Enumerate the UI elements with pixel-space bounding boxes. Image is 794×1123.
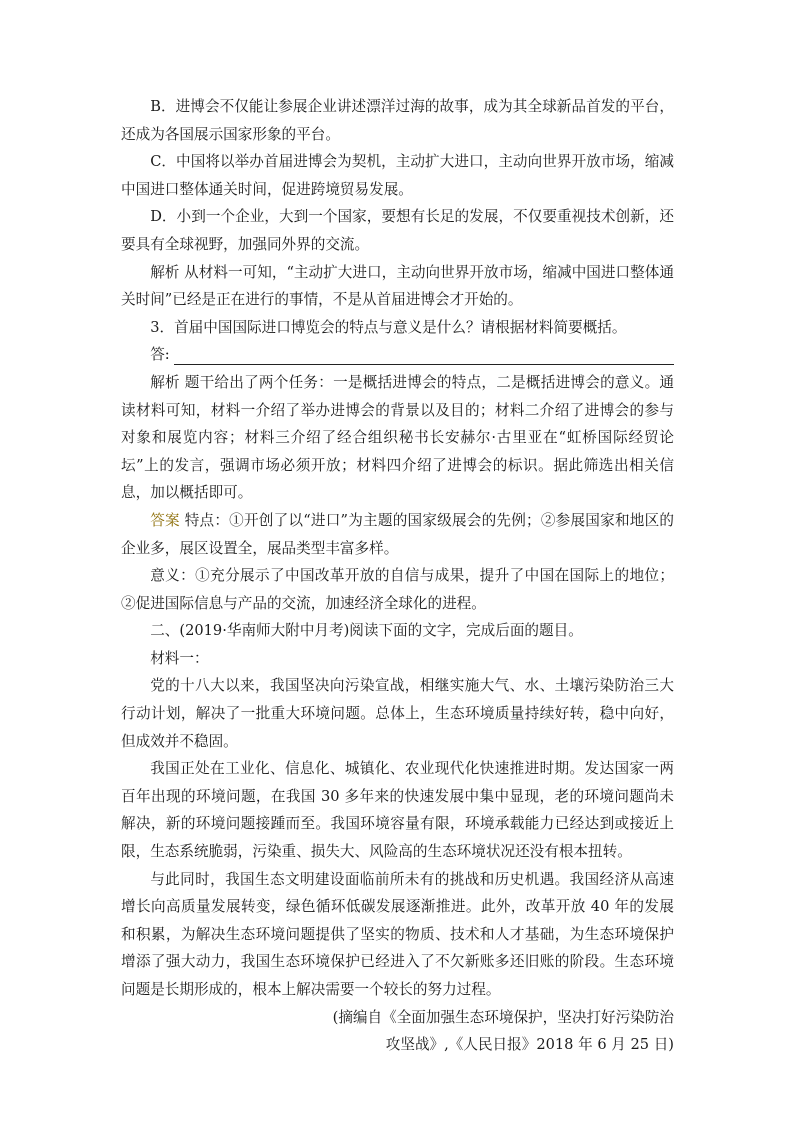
material-paragraph: 我国正处在工业化、信息化、城镇化、农业现代化快速推进时期。发达国家一两百年出现的环境问题，在我国 30 多年来的快速发展中集中显现，老的环境问题尚未解决，新的环境问题接踵而至。我国环境容量有限，环境承载能力已经达到或接近上限，生态系统脆弱，污染重、损失大、风险高的生态环境状况还没有根本扭转。 [121, 760, 674, 861]
source-citation-line-1: (摘编自《全面加强生态环境保护，坚决打好污染防治 [332, 1008, 674, 1026]
material-paragraph: 与此同时，我国生态文明建设面临前所未有的挑战和历史机遇。我国经济从高速增长向高质量发展转变，绿色循环低碳发展逐渐推进。此外，改革开放 40 年的发展和积累，为解决生态环境问题提供了坚实的物质、技术和人才基础，为生态环境保护增添了强大动力，我国生态环境保护已经进入了不欠新账多还旧账的阶段。生态环境问题是长期形成的，根本上解决需要一个较长的努力过程。 [121, 870, 674, 998]
question-3: 3．首届中国国际进口博览会的特点与意义是什么？请根据材料简要概括。 [150, 318, 627, 336]
analysis-2 [121, 369, 674, 507]
material-paragraph: 党的十八大以来，我国坚决向污染宣战，相继实施大气、水、土壤污染防治三大行动计划，解决了一批重大环境问题。总体上，生态环境质量持续好转，稳中向好，但成效并不稳固。 [121, 677, 674, 750]
answer-features [121, 507, 674, 562]
answer-label: 答案 [150, 511, 180, 529]
document-content [121, 93, 674, 1059]
answer-significance: 意义：①充分展示了中国改革开放的自信与成果，提升了中国在国际上的地位；②促进国际信息与产品的交流，加速经济全球化的进程。 [121, 567, 674, 612]
analysis-1 [121, 259, 674, 314]
option-d: D．小到一个企业，大到一个国家，要想有长足的发展，不仅要重视技术创新，还要具有全球视野，加强同外界的交流。 [121, 208, 674, 253]
analysis-label: 解析 [150, 263, 180, 281]
answer-prefix: 答: [150, 346, 170, 364]
answer-features-text: 特点：①开创了以“进口”为主题的国家级展会的先例；②参展国家和地区的企业多，展区设置全，展品类型丰富多样。 [121, 511, 674, 557]
answer-blank [121, 341, 674, 369]
answer-underline[interactable] [174, 344, 674, 365]
section-heading: 二、(2019·华南师大附中月考)阅读下面的文字，完成后面的题目。 [150, 622, 583, 640]
analysis-label: 解析 [150, 373, 180, 391]
source-citation-line-2: 攻坚战》,《人民日报》2018 年 6 月 25 日) [385, 1036, 674, 1054]
material-label: 材料一： [150, 649, 209, 667]
analysis-text: 从材料一可知，“主动扩大进口，主动向世界开放市场，缩减中国进口整体通关时间”已经是正在进行的事情，不是从首届进博会才开始的。 [121, 263, 674, 309]
option-b: B．进博会不仅能让参展企业讲述漂洋过海的故事，成为其全球新品首发的平台，还成为各国展示国家形象的平台。 [121, 98, 674, 143]
option-c: C．中国将以举办首届进博会为契机，主动扩大进口，主动向世界开放市场，缩减中国进口整体通关时间，促进跨境贸易发展。 [121, 153, 674, 198]
analysis-text: 题干给出了两个任务：一是概括进博会的特点，二是概括进博会的意义。通读材料可知，材料一介绍了举办进博会的背景以及目的；材料二介绍了进博会的参与对象和展览内容；材料三介绍了经合组织秘书长安赫尔·古里亚在“虹桥国际经贸论坛”上的发言，强调市场必须开放；材料四介绍了进博会的标识。据此筛选出相关信息，加以概括即可。 [121, 373, 674, 502]
